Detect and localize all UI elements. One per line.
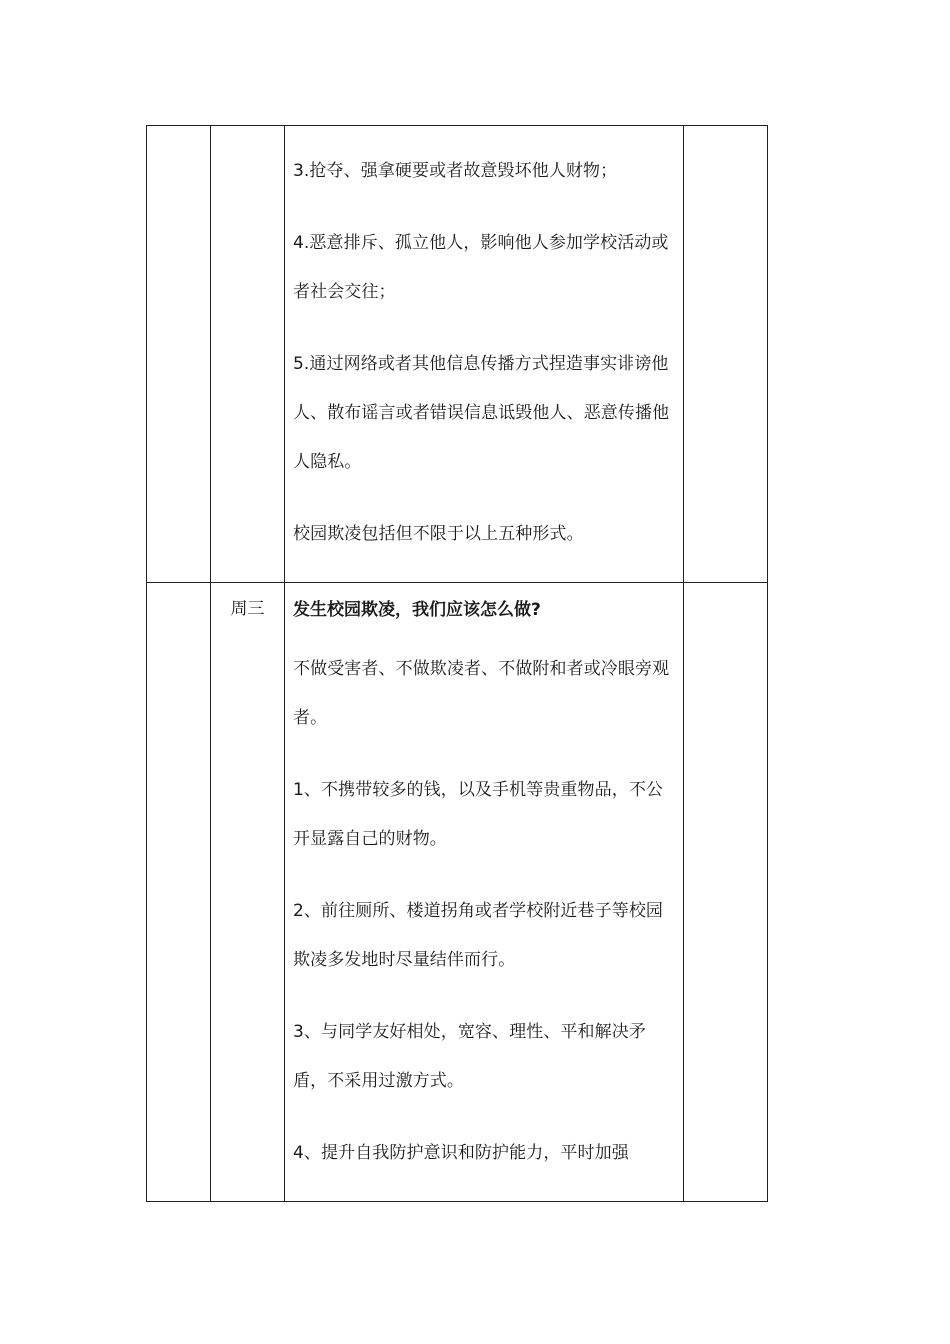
- table-row: [147, 583, 768, 1202]
- day-label: [211, 126, 284, 143]
- content-paragraph: 2、前往厕所、楼道拐角或者学校附近巷子等校园欺凌多发地时尽量结伴而行。: [293, 901, 664, 970]
- content-paragraph: 不做受害者、不做欺凌者、不做附和者或冷眼旁观者。: [293, 659, 670, 728]
- content-cell: [285, 126, 684, 583]
- content-paragraph: 5.通过网络或者其他信息传播方式捏造事实诽谤他人、散布谣言或者错误信息诋毁他人、恶意传播他人隐私。: [293, 354, 670, 472]
- content-paragraph: 3、与同学友好相处，宽容、理性、平和解决矛盾，不采用过激方式。: [293, 1022, 646, 1091]
- table-row: [147, 126, 768, 583]
- content-paragraph: 4、提升自我防护意识和防护能力，平时加强: [293, 1143, 629, 1163]
- table-cell-blank: [684, 126, 768, 583]
- table-cell-blank: [684, 583, 768, 1202]
- content-cell: [285, 583, 684, 1202]
- day-cell: [211, 126, 285, 583]
- content-paragraph: 1、不携带较多的钱，以及手机等贵重物品，不公开显露自己的财物。: [293, 780, 664, 849]
- day-cell: [211, 583, 285, 1202]
- schedule-table: [146, 125, 768, 1202]
- table-cell-blank: [147, 583, 211, 1202]
- day-label: 周三: [230, 599, 265, 619]
- table-cell-blank: [147, 126, 211, 583]
- section-heading: 发生校园欺凌，我们应该怎么做?: [293, 600, 541, 620]
- content-paragraph: 3.抢夺、强拿硬要或者故意毁坏他人财物；: [293, 161, 618, 181]
- content-paragraph: 校园欺凌包括但不限于以上五种形式。: [293, 524, 584, 544]
- content-paragraph: 4.恶意排斥、孤立他人，影响他人参加学校活动或者社会交往；: [293, 233, 669, 302]
